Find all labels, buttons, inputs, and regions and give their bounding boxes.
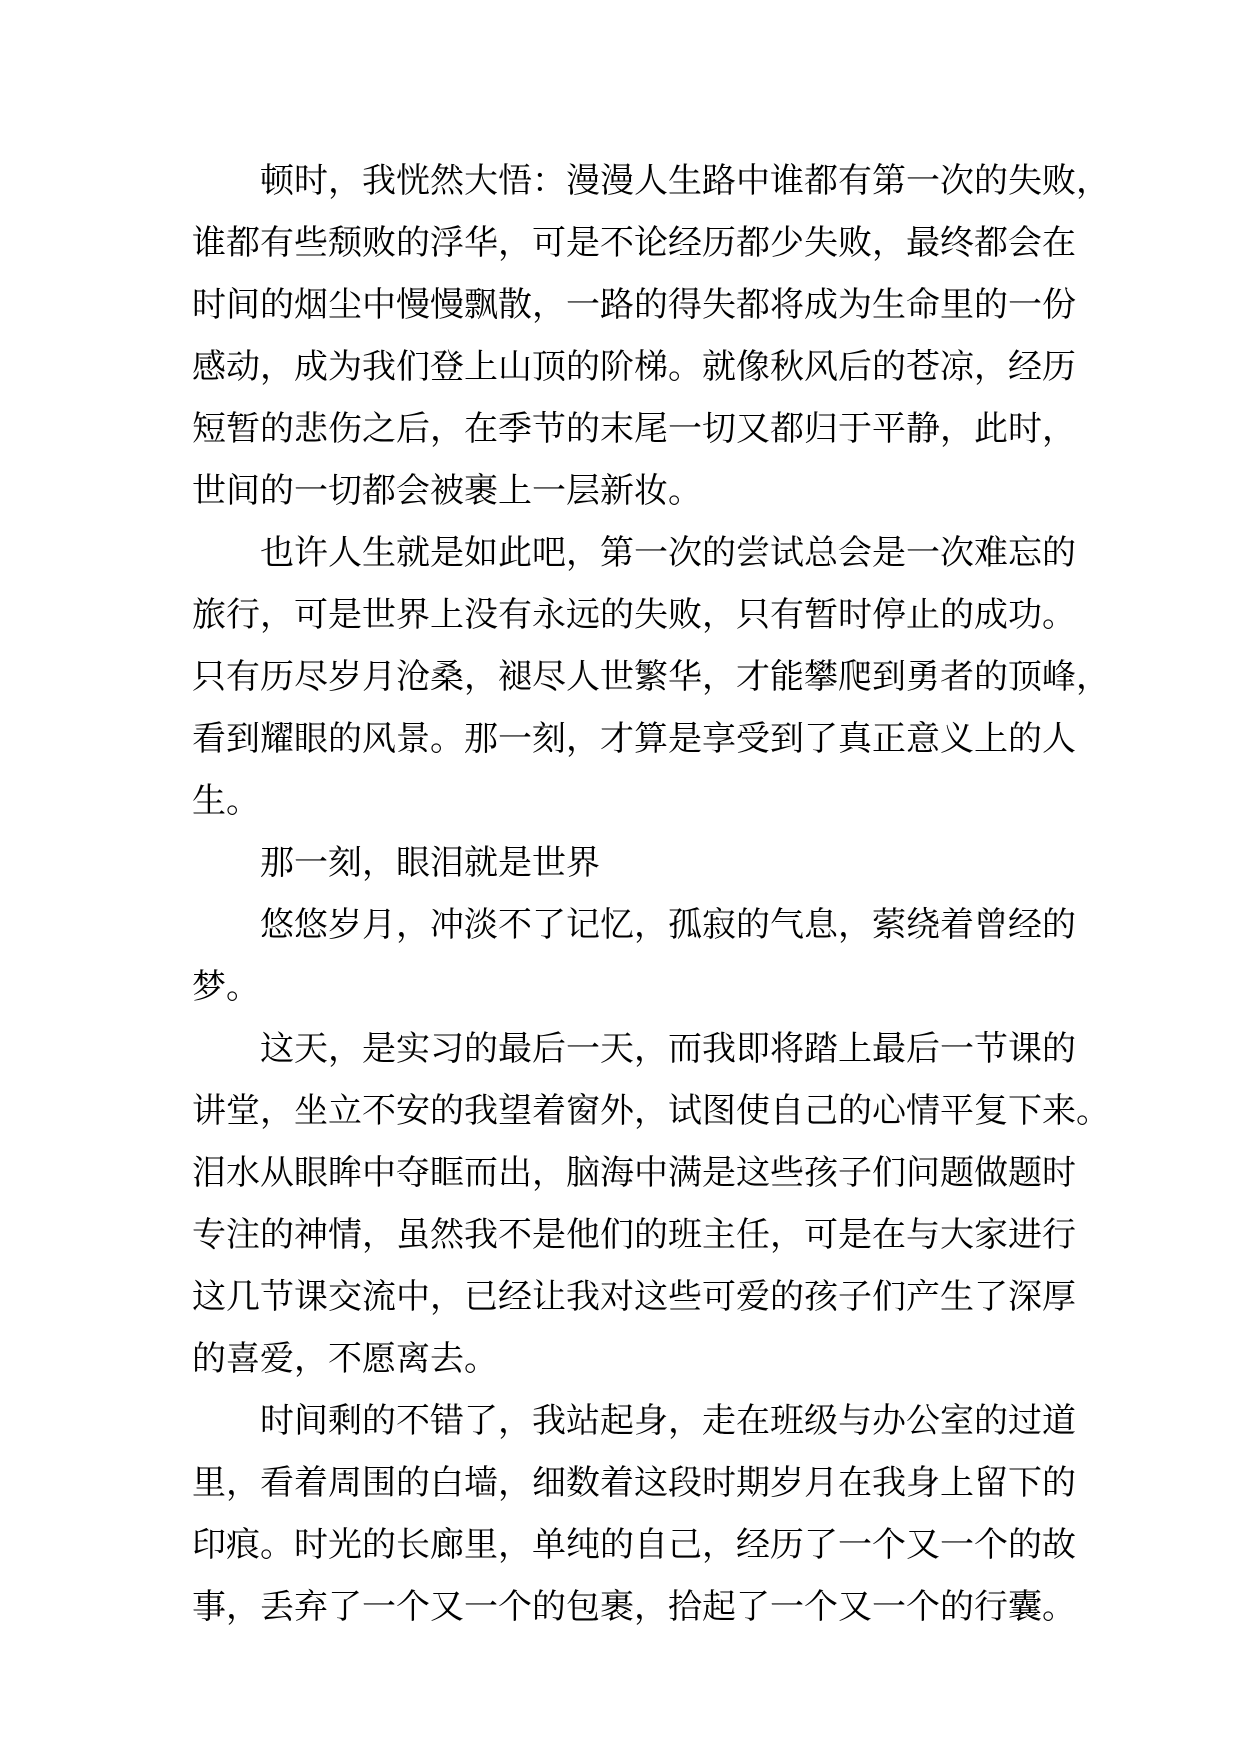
text-line: 印痕。时光的长廊里，单纯的自己，经历了一个又一个的故 — [192, 1525, 1076, 1565]
text-line: 看到耀眼的风景。那一刻，才算是享受到了真正意义上的人 — [192, 719, 1076, 759]
text-line: 生。 — [192, 781, 260, 821]
text-line: 时间剩的不错了，我站起身，走在班级与办公室的过道 — [192, 1401, 1076, 1441]
text-line: 事，丢弃了一个又一个的包裹，拾起了一个又一个的行囊。 — [192, 1587, 1076, 1627]
text-line: 泪水从眼眸中夺眶而出，脑海中满是这些孩子们问题做题时 — [192, 1153, 1076, 1193]
text-line: 时间的烟尘中慢慢飘散，一路的得失都将成为生命里的一份 — [192, 285, 1076, 325]
text-line: 只有历尽岁月沧桑，褪尽人世繁华，才能攀爬到勇者的顶峰， — [192, 657, 1110, 697]
text-line: 短暂的悲伤之后，在季节的末尾一切又都归于平静，此时， — [192, 409, 1076, 449]
text-line: 里，看着周围的白墙，细数着这段时期岁月在我身上留下的 — [192, 1463, 1076, 1503]
text-line: 谁都有些颓败的浮华，可是不论经历都少失败，最终都会在 — [192, 223, 1076, 263]
text-line: 旅行，可是世界上没有永远的失败，只有暂时停止的成功。 — [192, 595, 1076, 635]
text-line: 讲堂，坐立不安的我望着窗外，试图使自己的心情平复下来。 — [192, 1091, 1110, 1131]
text-line: 专注的神情，虽然我不是他们的班主任，可是在与大家进行 — [192, 1215, 1076, 1255]
text-line: 梦。 — [192, 967, 260, 1007]
text-line: 也许人生就是如此吧，第一次的尝试总会是一次难忘的 — [192, 533, 1076, 573]
body-text — [192, 150, 1110, 1638]
section-heading: 那一刻，眼泪就是世界 — [192, 843, 600, 883]
text-line: 感动，成为我们登上山顶的阶梯。就像秋风后的苍凉，经历 — [192, 347, 1076, 387]
text-line: 这几节课交流中，已经让我对这些可爱的孩子们产生了深厚 — [192, 1277, 1076, 1317]
text-line: 世间的一切都会被裹上一层新妆。 — [192, 471, 702, 511]
text-line: 悠悠岁月，冲淡不了记忆，孤寂的气息，萦绕着曾经的 — [192, 905, 1076, 945]
text-line: 的喜爱，不愿离去。 — [192, 1339, 498, 1379]
text-line: 顿时，我恍然大悟：漫漫人生路中谁都有第一次的失败， — [192, 161, 1110, 201]
text-line: 这天，是实习的最后一天，而我即将踏上最后一节课的 — [192, 1029, 1076, 1069]
